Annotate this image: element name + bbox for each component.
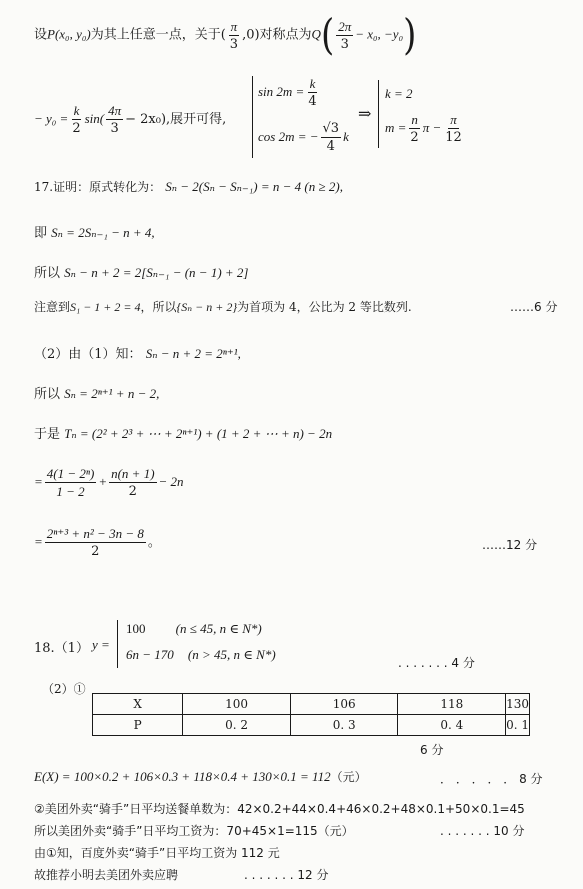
p17-line-8 [34,466,184,499]
denominator: 1 − 2 [56,484,85,499]
score-12b: . . . . . . . 12 分 [244,868,329,882]
fraction [109,466,156,499]
math: sin( [84,111,105,126]
p17-line-9 [34,526,161,559]
numerator: 2ⁿ⁺³ + n² − 3n − 8 [46,526,144,541]
right-paren: ) [403,10,417,60]
numerator: k [73,103,80,118]
result-row-2 [385,112,466,145]
fraction [321,121,342,154]
math: + [98,474,108,489]
text: （元） [330,770,367,784]
table-cell: 106 [290,694,398,715]
math: cos 2m = − [258,129,319,144]
numerator: 4(1 − 2ⁿ) [46,466,95,481]
denominator: 4 [308,94,317,109]
score-4: . . . . . . . 4 分 [398,656,475,670]
text: ,0)对称点为 [242,27,312,43]
p17-line-1 [34,178,343,195]
score-6: ……6 分 [510,300,558,314]
system-brace [252,76,253,158]
table-row [93,715,530,736]
p18-y: y = [92,637,110,652]
math: 6n − 170 [126,647,174,662]
math: Q [311,26,321,42]
p18-line-5: 故推荐小明去美团外卖应聘 [34,868,179,882]
text: 所以 [34,387,61,402]
score-6b: 6 分 [420,743,444,757]
score-12: ……12 分 [482,538,538,552]
denominator: 4 [326,139,335,154]
math: − 2n [158,474,184,489]
distribution-table [92,693,530,736]
implies-arrow: ⇒ [358,104,372,123]
numerator: √3 [322,121,340,136]
math: Sₙ = 2Sₙ₋₁ − n + 4, [51,225,155,240]
text: 。 [147,535,161,550]
table-cell: 130 [506,694,530,715]
math: E(X) = 100×0.2 + 106×0.3 + 118×0.4 + 130×0.1 = 112 [34,769,331,784]
math: {Sₙ − n + 2} [176,300,238,314]
text: 即 [34,226,48,241]
text: 为首项为 4，公比为 2 等比数列. [237,300,412,314]
math: π − [422,120,442,135]
fraction [228,19,240,52]
math: 100 [126,621,146,636]
text: 设 [34,27,48,43]
p18-line-3: 所以美团外卖“骑手”日平均工资为：70+45×1=115（元） [34,824,354,838]
fraction [106,103,123,136]
math: P(x₀, y₀) [47,26,91,42]
math: Tₙ = (2² + 2³ + ⋯ + 2ⁿ⁺¹) + (1 + 2 + ⋯ + n) − 2n [64,426,333,441]
numerator: n(n + 1) [111,466,155,481]
numerator: 4π [108,103,122,118]
p17-line-2 [34,222,155,241]
p18-line-2: ②美团外卖“骑手”日平均送餐单数为：42×0.2+44×0.4+46×0.2+48×0.1+50×0.1=45 [34,802,525,816]
numerator: 2π [338,18,352,34]
piecewise-row-1 [126,621,262,637]
fraction [70,103,82,136]
p17-line-6 [34,383,159,402]
math: Sₙ − n + 2 = 2[Sₙ₋₁ − (n − 1) + 2] [64,265,249,280]
score-8: ． ． ． ． ． 8 分 [440,772,543,786]
math: (n ≤ 45, n ∈ N*) [175,621,262,636]
text: 所以 [34,266,61,281]
score-10: . . . . . . . 10 分 [440,824,525,838]
table-cell: 100 [183,694,291,715]
math: sin 2m = [258,84,305,99]
left-paren: ( [320,10,335,60]
p16-line-1 [34,10,417,60]
numerator: π [450,112,457,127]
system-row-2 [258,121,349,154]
piecewise-row-2 [126,647,276,663]
text: （2）由（1）知： [34,347,142,362]
p17-line-7 [34,423,332,442]
expectation-line [34,768,367,785]
fraction [45,466,97,499]
table-row [93,694,530,715]
fraction [443,112,464,145]
denominator: 3 [229,36,239,52]
fraction [408,112,420,145]
p17-line-3 [34,262,249,281]
fraction [45,526,146,559]
math: Sₙ − n + 2 = 2ⁿ⁺¹, [145,346,241,361]
p17-line-4 [34,298,412,315]
p16-line-2 [34,103,226,136]
denominator: 2 [91,544,100,559]
denominator: 12 [445,130,462,145]
math: Sₙ = 2ⁿ⁺¹ + n − 2, [64,386,160,401]
denominator: 2 [72,121,81,136]
denominator: 2 [128,484,137,499]
fraction [306,76,318,109]
p18-line-4: 由①知，百度外卖“骑手”日平均工资为 112 元 [34,846,280,860]
math: k [343,129,349,144]
text: 为其上任意一点，关于( [90,27,226,43]
numerator: n [411,112,418,127]
table-cell: 0. 2 [183,715,291,736]
table-cell: 118 [398,694,506,715]
denominator: 3 [340,36,349,52]
system-row-1 [258,76,321,109]
math: Sₙ − 2(Sₙ − Sₙ₋₁) = n − 4 (n ≥ 2), [165,179,343,194]
text: 注意到 [34,300,71,314]
piecewise-brace [117,620,118,668]
text: 于是 [34,427,61,442]
math: − y₀ = [34,111,69,126]
numerator: k [309,76,316,91]
math: S₁ − 1 + 2 = 4 [70,300,141,314]
math: − x₀, −y₀ [355,26,404,42]
numerator: π [230,18,238,34]
math: m = [385,120,407,135]
text: ，所以 [140,300,177,314]
text: − 2x₀),展开可得, [125,112,227,127]
table-cell: 0. 3 [290,715,398,736]
math: = [34,474,43,489]
p18-head: 18.（1） [34,641,89,656]
result-brace [378,80,379,148]
math: (n > 45, n ∈ N*) [187,647,276,662]
table-cell: X [93,694,183,715]
p17-line-5 [34,343,241,362]
math: = [34,534,43,549]
table-cell: 0. 1 [506,715,530,736]
denominator: 2 [410,130,419,145]
table-cell: 0. 4 [398,715,506,736]
text: 17.证明：原式转化为： [34,180,162,194]
denominator: 3 [110,121,119,136]
table-cell: P [93,715,183,736]
result-row-1: k = 2 [385,86,413,101]
fraction [336,19,353,52]
p18-part2: （2）① [42,682,86,696]
